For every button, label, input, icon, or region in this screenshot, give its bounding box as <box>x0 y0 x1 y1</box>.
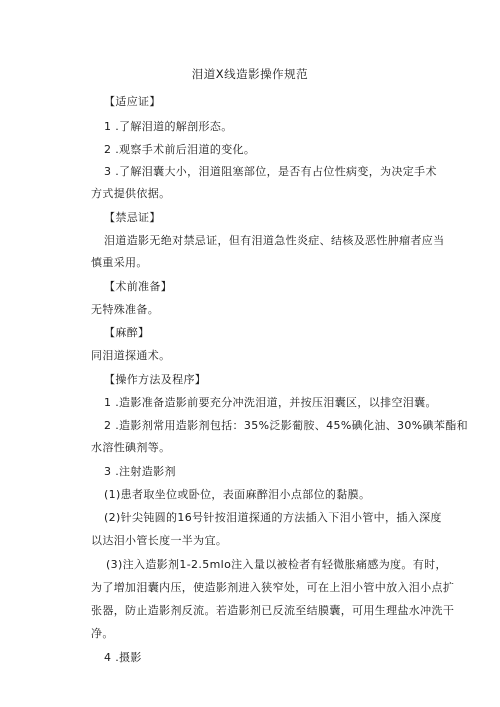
contraindication-line-1: 泪道造影无绝对禁忌证，但有泪道急性炎症、结核及恶性肿瘤者应当 <box>104 234 445 247</box>
procedure-line-2-cont: 水溶性碘剂等。 <box>91 441 171 454</box>
indication-item-3: 3 .了解泪囊大小，泪道阻塞部位，是否有占位性病变，为决定手术 <box>104 165 437 178</box>
procedure-step-3-cont-3: 净。 <box>91 627 114 640</box>
procedure-step-2: (2)针尖钝圆的16号针按泪道探通的方法插入下泪小管中，插入深度 <box>104 511 442 524</box>
indication-item-1: 1 .了解泪道的解剖形态。 <box>104 120 233 133</box>
procedure-line-3: 3 .注射造影剂 <box>104 465 176 478</box>
indication-item-3-cont: 方式提供依据。 <box>91 187 171 200</box>
procedure-step-3-cont-2: 张器，防止造影剂反流。若造影剂已反流至结膜囊，可用生理盐水冲洗干 <box>91 604 455 617</box>
anesthesia-text: 同泪道探通术。 <box>91 349 171 362</box>
procedure-line-1: 1 .造影准备造影前要充分冲洗泪道，并按压泪囊区，以排空泪囊。 <box>104 396 437 409</box>
heading-anesthesia: 【麻醉】 <box>104 326 150 339</box>
procedure-step-1: (1)患者取坐位或卧位，表面麻醉泪小点部位的黏膜。 <box>104 488 371 501</box>
procedure-line-4: 4 .摄影 <box>104 651 142 664</box>
procedure-step-2-cont: 以达泪小管长度一半为宜。 <box>91 534 228 547</box>
procedure-line-2: 2 .造影剂常用造影剂包括：35%泛影葡胺、45%碘化油、30%碘苯酯和 <box>104 419 468 432</box>
heading-contraindications: 【禁忌证】 <box>104 211 161 224</box>
preop-text: 无特殊准备。 <box>91 303 160 316</box>
contraindication-line-2: 慎重采用。 <box>91 256 148 269</box>
procedure-step-3-cont-1: 为了增加泪囊内压，使造影剂进入狭窄处，可在上泪小管中放入泪小点扩 <box>91 581 455 594</box>
document-title: 泪道X线造影操作规范 <box>191 67 309 81</box>
heading-procedure: 【操作方法及程序】 <box>104 373 207 386</box>
indication-item-2: 2 .观察手术前后泪道的变化。 <box>104 143 256 156</box>
heading-indications: 【适应证】 <box>104 95 161 108</box>
heading-preop: 【术前准备】 <box>104 280 173 293</box>
procedure-step-3: (3)注入造影剂1-2.5mlo注入量以被检者有轻微胀痛感为度。有时， <box>106 558 447 571</box>
